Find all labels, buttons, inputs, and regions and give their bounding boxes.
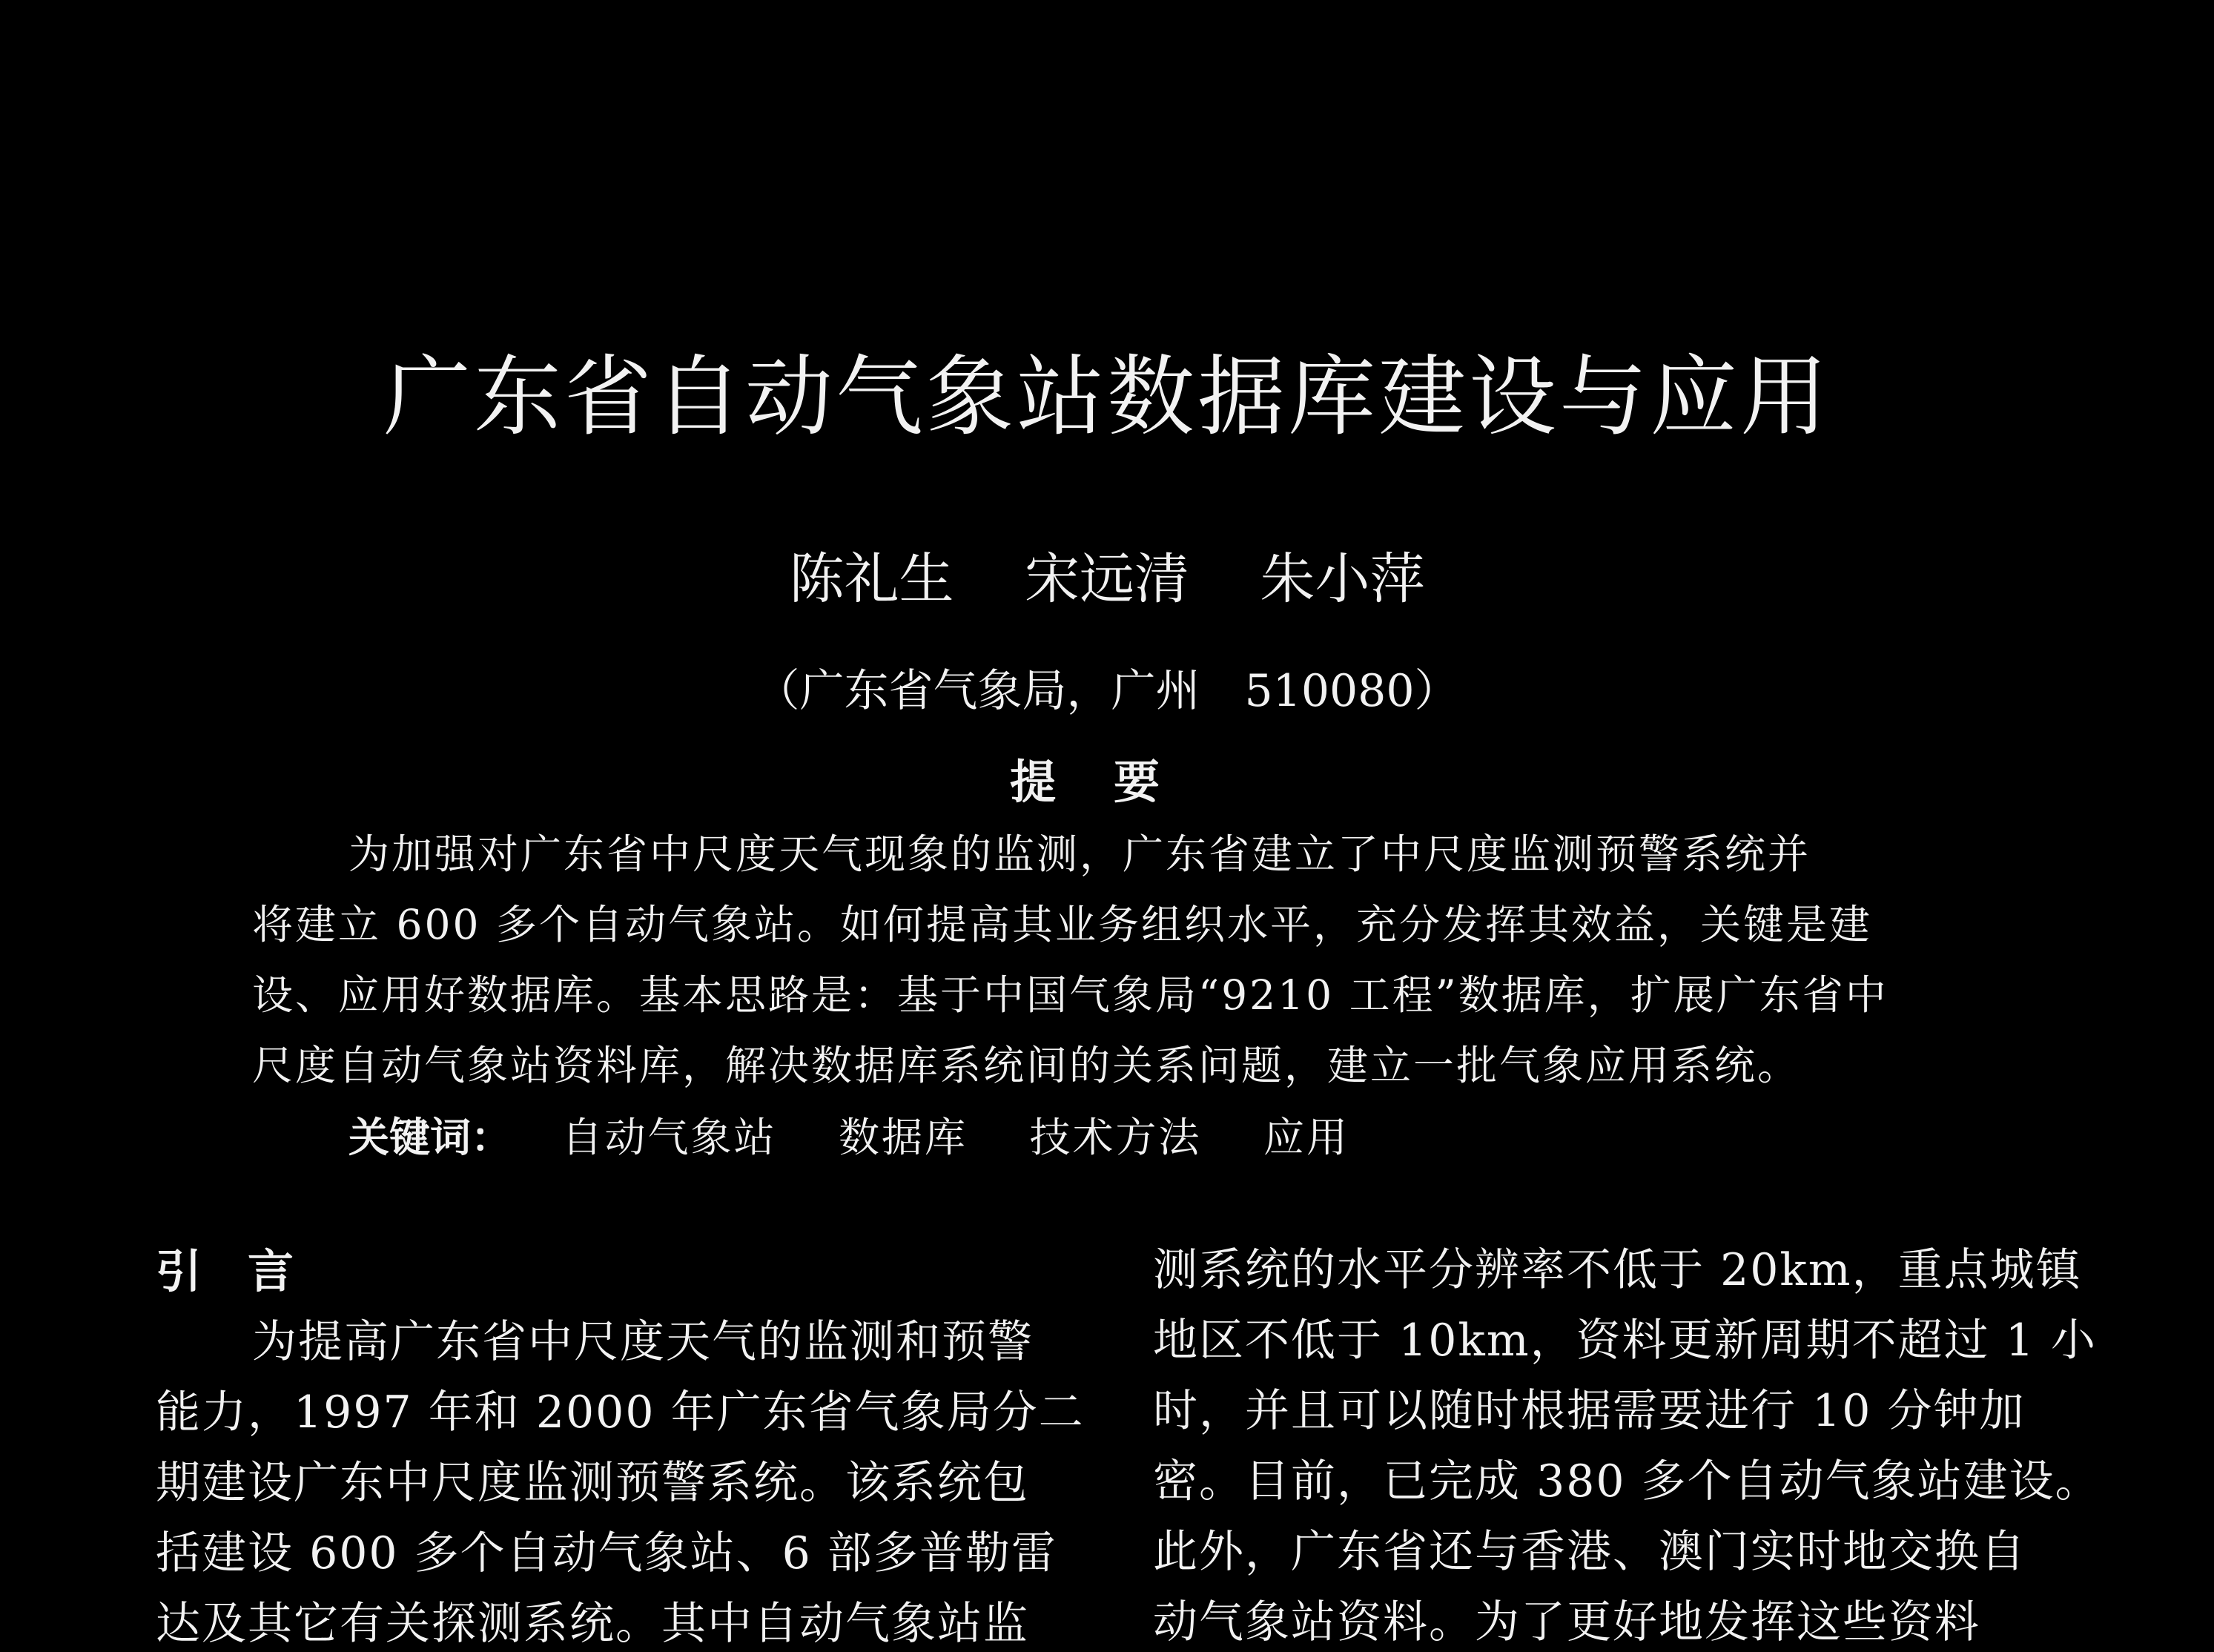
keyword: 技术方法 bbox=[1029, 1114, 1202, 1161]
body-text-line: 动气象站资料。为了更好地发挥这些资料 bbox=[1153, 1596, 1980, 1648]
author-name: 陈礼生 bbox=[789, 547, 954, 611]
body-text-line: 能力，1997 年和 2000 年广东省气象局分二 bbox=[156, 1387, 1085, 1438]
keywords-row bbox=[348, 1105, 1398, 1163]
body-text-line: 为提高广东省中尺度天气的监测和预警 bbox=[252, 1316, 1034, 1368]
keyword: 应用 bbox=[1263, 1114, 1350, 1161]
author-affiliation: （广东省气象局，广州 510080） bbox=[755, 665, 1459, 717]
author-name: 宋远清 bbox=[1025, 547, 1189, 611]
keywords-label: 关键词： bbox=[348, 1114, 512, 1161]
abstract-heading: 提要 bbox=[1010, 755, 1218, 809]
abstract-line: 为加强对广东省中尺度天气现象的监测，广东省建立了中尺度监测预警系统并 bbox=[348, 830, 1811, 878]
body-text-line: 密。目前，已完成 380 多个自动气象站建设。 bbox=[1153, 1456, 2101, 1507]
keyword: 数据库 bbox=[839, 1114, 968, 1161]
keyword: 自动气象站 bbox=[561, 1114, 777, 1161]
body-text-line: 此外，广东省还与香港、澳门实时地交换自 bbox=[1153, 1526, 2026, 1578]
abstract-line: 设、应用好数据库。基本思路是：基于中国气象局“9210 工程”数据库，扩展广东省中 bbox=[252, 971, 1888, 1019]
abstract-line: 尺度自动气象站资料库，解决数据库系统间的关系问题，建立一批气象应用系统。 bbox=[252, 1042, 1801, 1089]
body-text-line: 括建设 600 多个自动气象站、6 部多普勒雷 bbox=[156, 1527, 1057, 1579]
body-text-line: 测系统的水平分辨率不低于 20km，重点城镇 bbox=[1153, 1244, 2082, 1296]
author-name: 朱小萍 bbox=[1260, 547, 1425, 611]
body-text-line: 期建设广东中尺度监测预警系统。该系统包 bbox=[156, 1457, 1029, 1509]
author-list bbox=[0, 535, 2214, 614]
paper-title: 广东省自动气象站数据库建设与应用 bbox=[383, 346, 1831, 448]
body-text-line: 地区不低于 10km，资料更新周期不超过 1 小 bbox=[1153, 1315, 2097, 1367]
section-heading-introduction: 引言 bbox=[156, 1244, 340, 1298]
body-text-line: 达及其它有关探测系统。其中自动气象站监 bbox=[156, 1598, 1029, 1650]
body-text-line: 时，并且可以随时根据需要进行 10 分钟加 bbox=[1153, 1385, 2026, 1437]
abstract-line: 将建立 600 多个自动气象站。如何提高其业务组织水平，充分发挥其效益，关键是建 bbox=[252, 901, 1872, 948]
